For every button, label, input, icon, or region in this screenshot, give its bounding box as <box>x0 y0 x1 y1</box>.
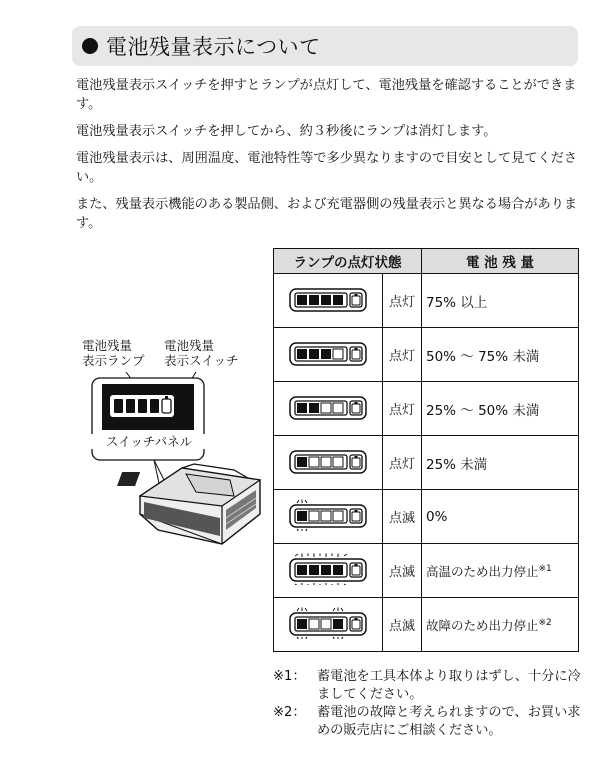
panel-label: スイッチパネル <box>85 434 213 449</box>
section-title-bar <box>72 26 578 66</box>
paragraph-1: 電池残量表示スイッチを押すとランプが点灯して、電池残量を確認することができます。 <box>76 78 577 112</box>
lamp-state: 点滅 <box>383 544 422 598</box>
header-remaining: 電 池 残 量 <box>422 249 579 274</box>
lamp-1-on-icon <box>286 445 370 477</box>
paragraph-3: 電池残量表示は、周囲温度、電池特性等で多少異なりますので目安として見てください。 <box>76 151 578 185</box>
lamp-1-blink-icon <box>286 499 370 531</box>
paragraph-4: また、残量表示機能のある製品側、および充電器側の残量表示と異なる場合があります。 <box>76 197 578 231</box>
lamp-state: 点灯 <box>383 274 422 328</box>
lamp-3-on-icon <box>286 337 370 369</box>
switch-label: 電池残量 表示スイッチ <box>164 338 239 368</box>
footnote: ※2： 蓄電池の故障と考えられますので、お買い求めの販売店にご相談ください。 <box>273 705 581 738</box>
lamp-state: 点灯 <box>383 382 422 436</box>
table-row <box>274 490 579 544</box>
note-marker: ※2 <box>538 617 552 628</box>
lamp-label: 電池残量 表示ランプ <box>82 338 145 368</box>
remaining-value: 75% 以上 <box>422 274 579 328</box>
lamp-state: 点滅 <box>383 490 422 544</box>
table-row <box>274 382 579 436</box>
battery-status-table <box>273 248 579 652</box>
remaining-value: 故障のため出力停止$^{※2}$ <box>422 598 579 652</box>
remaining-value: 0% <box>422 490 579 544</box>
table-row <box>274 274 579 328</box>
remaining-value: 25% ～ 50% 未満 <box>422 382 579 436</box>
footnotes <box>273 668 583 740</box>
lamp-state: 点滅 <box>383 598 422 652</box>
battery-pack-icon <box>84 368 274 568</box>
table-row <box>274 328 579 382</box>
header-lamp: ランプの点灯状態 <box>274 249 422 274</box>
bullet-icon <box>82 38 98 54</box>
table-row <box>274 544 579 598</box>
lamp-edge-blink-icon <box>286 607 370 639</box>
note-marker: ※1 <box>538 563 552 574</box>
lamp-2-on-icon <box>286 391 370 423</box>
lamp-state: 点灯 <box>383 436 422 490</box>
footnote: ※1： 蓄電池を工具本体より取りはずし、十分に冷ましてください。 <box>273 669 581 702</box>
lamp-all-blink-icon <box>286 553 370 585</box>
remaining-value: 25% 未満 <box>422 436 579 490</box>
remaining-value: 50% ～ 75% 未満 <box>422 328 579 382</box>
paragraph-2: 電池残量表示スイッチを押してから、約３秒後にランプは消灯します。 <box>76 124 497 139</box>
table-row <box>274 598 579 652</box>
lamp-state: 点灯 <box>383 328 422 382</box>
section-title: 電池残量表示について <box>106 35 321 59</box>
remaining-value: 高温のため出力停止$^{※1}$ <box>422 544 579 598</box>
lamp-4-on-icon <box>286 283 370 315</box>
table-row <box>274 436 579 490</box>
